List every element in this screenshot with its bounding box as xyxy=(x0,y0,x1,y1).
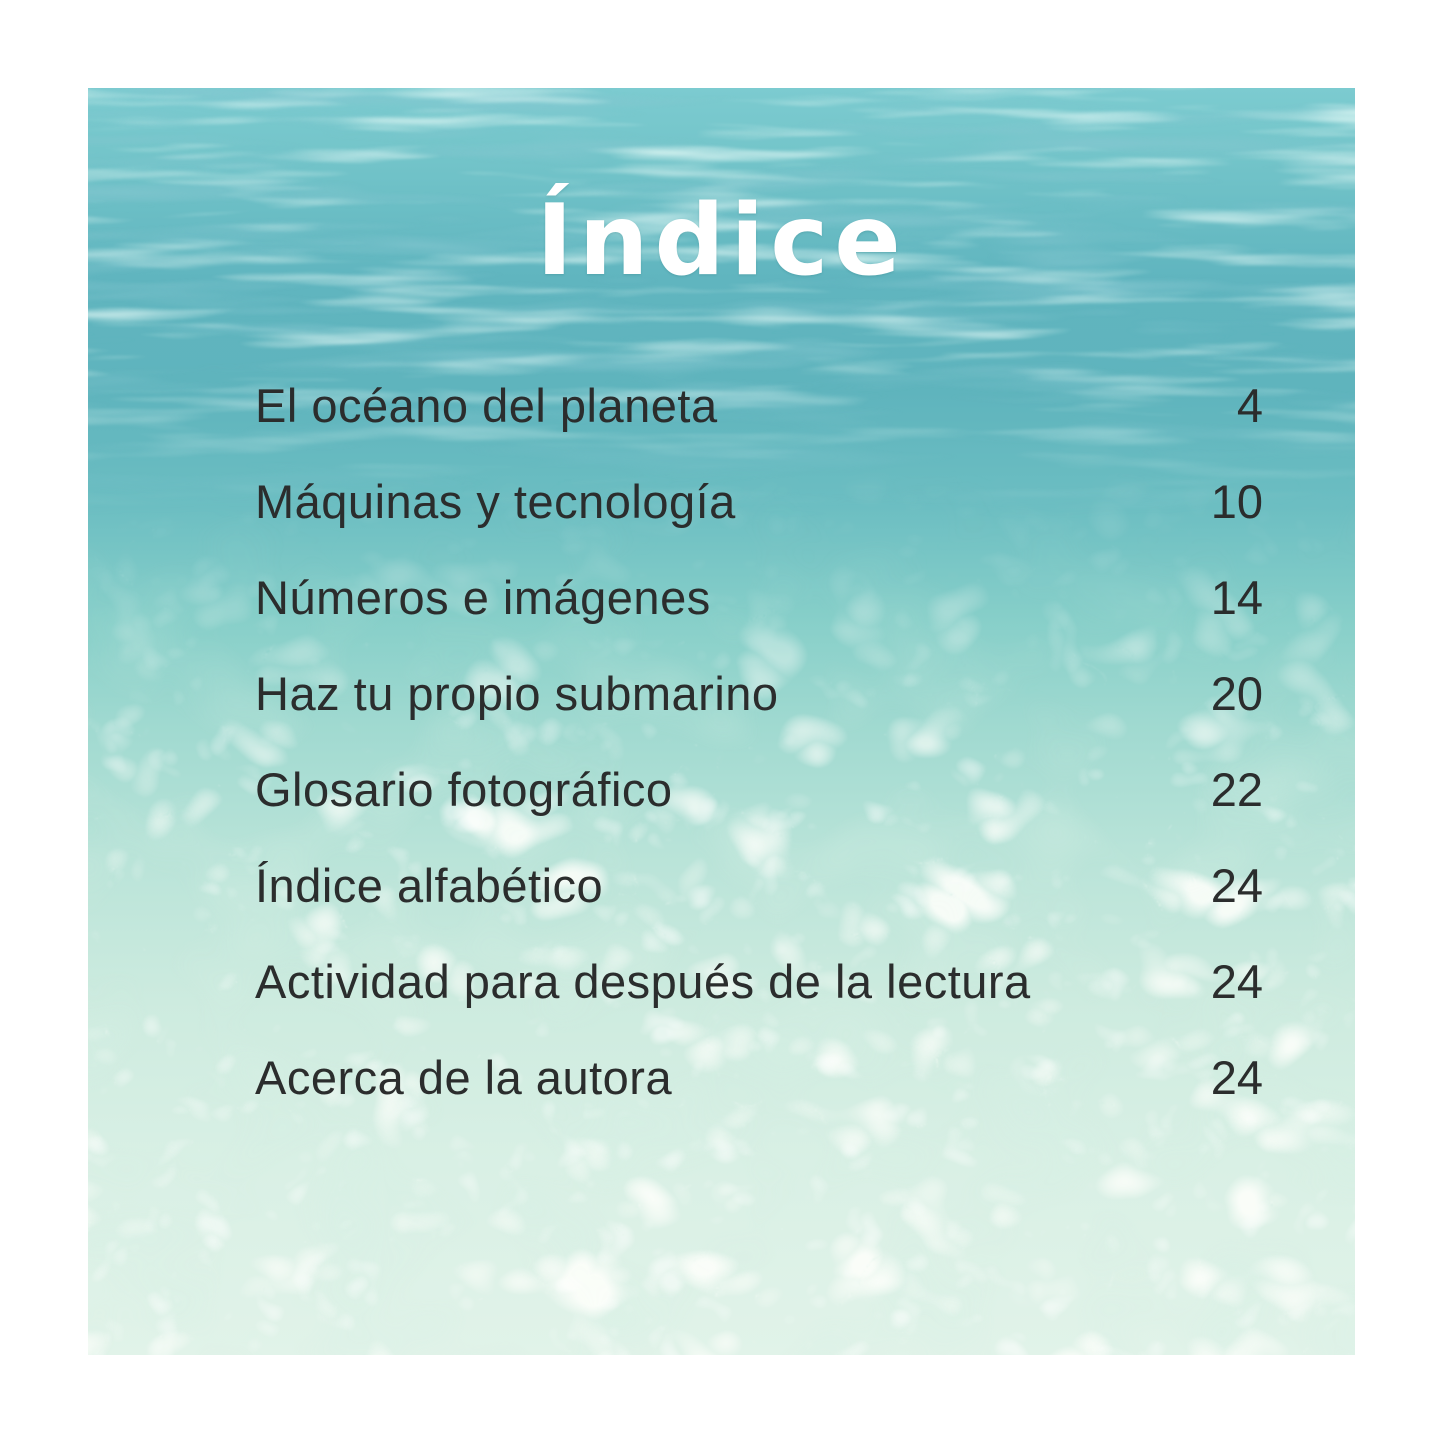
toc-content xyxy=(88,88,1355,1355)
toc-entry-page: 20 xyxy=(1210,666,1263,720)
toc-entry-label: Haz tu propio submarino xyxy=(255,666,779,720)
toc-entry xyxy=(255,1029,1263,1125)
toc-list xyxy=(255,357,1263,1125)
toc-entry-label: Actividad para después de la lectura xyxy=(255,954,1031,1008)
toc-entry-label: Índice alfabético xyxy=(255,858,604,912)
toc-entry-label: Glosario fotográfico xyxy=(255,762,673,816)
page-title: Índice xyxy=(536,184,907,298)
toc-entry-page: 24 xyxy=(1210,954,1263,1008)
toc-entry xyxy=(255,741,1263,837)
toc-entry-label: Números e imágenes xyxy=(255,570,711,624)
toc-entry-label: El océano del planeta xyxy=(255,378,718,432)
toc-entry-label: Máquinas y tecnología xyxy=(255,474,736,528)
toc-entry-page: 24 xyxy=(1210,1050,1263,1104)
toc-entry xyxy=(255,549,1263,645)
toc-entry-page: 10 xyxy=(1210,474,1263,528)
ocean-photo xyxy=(88,88,1355,1355)
toc-entry xyxy=(255,357,1263,453)
toc-entry-page: 14 xyxy=(1210,570,1263,624)
toc-entry xyxy=(255,645,1263,741)
toc-entry xyxy=(255,453,1263,549)
toc-entry xyxy=(255,933,1263,1029)
toc-entry-label: Acerca de la autora xyxy=(255,1050,673,1104)
toc-entry-page: 24 xyxy=(1210,858,1263,912)
toc-entry xyxy=(255,837,1263,933)
toc-entry-page: 22 xyxy=(1210,762,1263,816)
toc-entry-page: 4 xyxy=(1236,378,1263,432)
